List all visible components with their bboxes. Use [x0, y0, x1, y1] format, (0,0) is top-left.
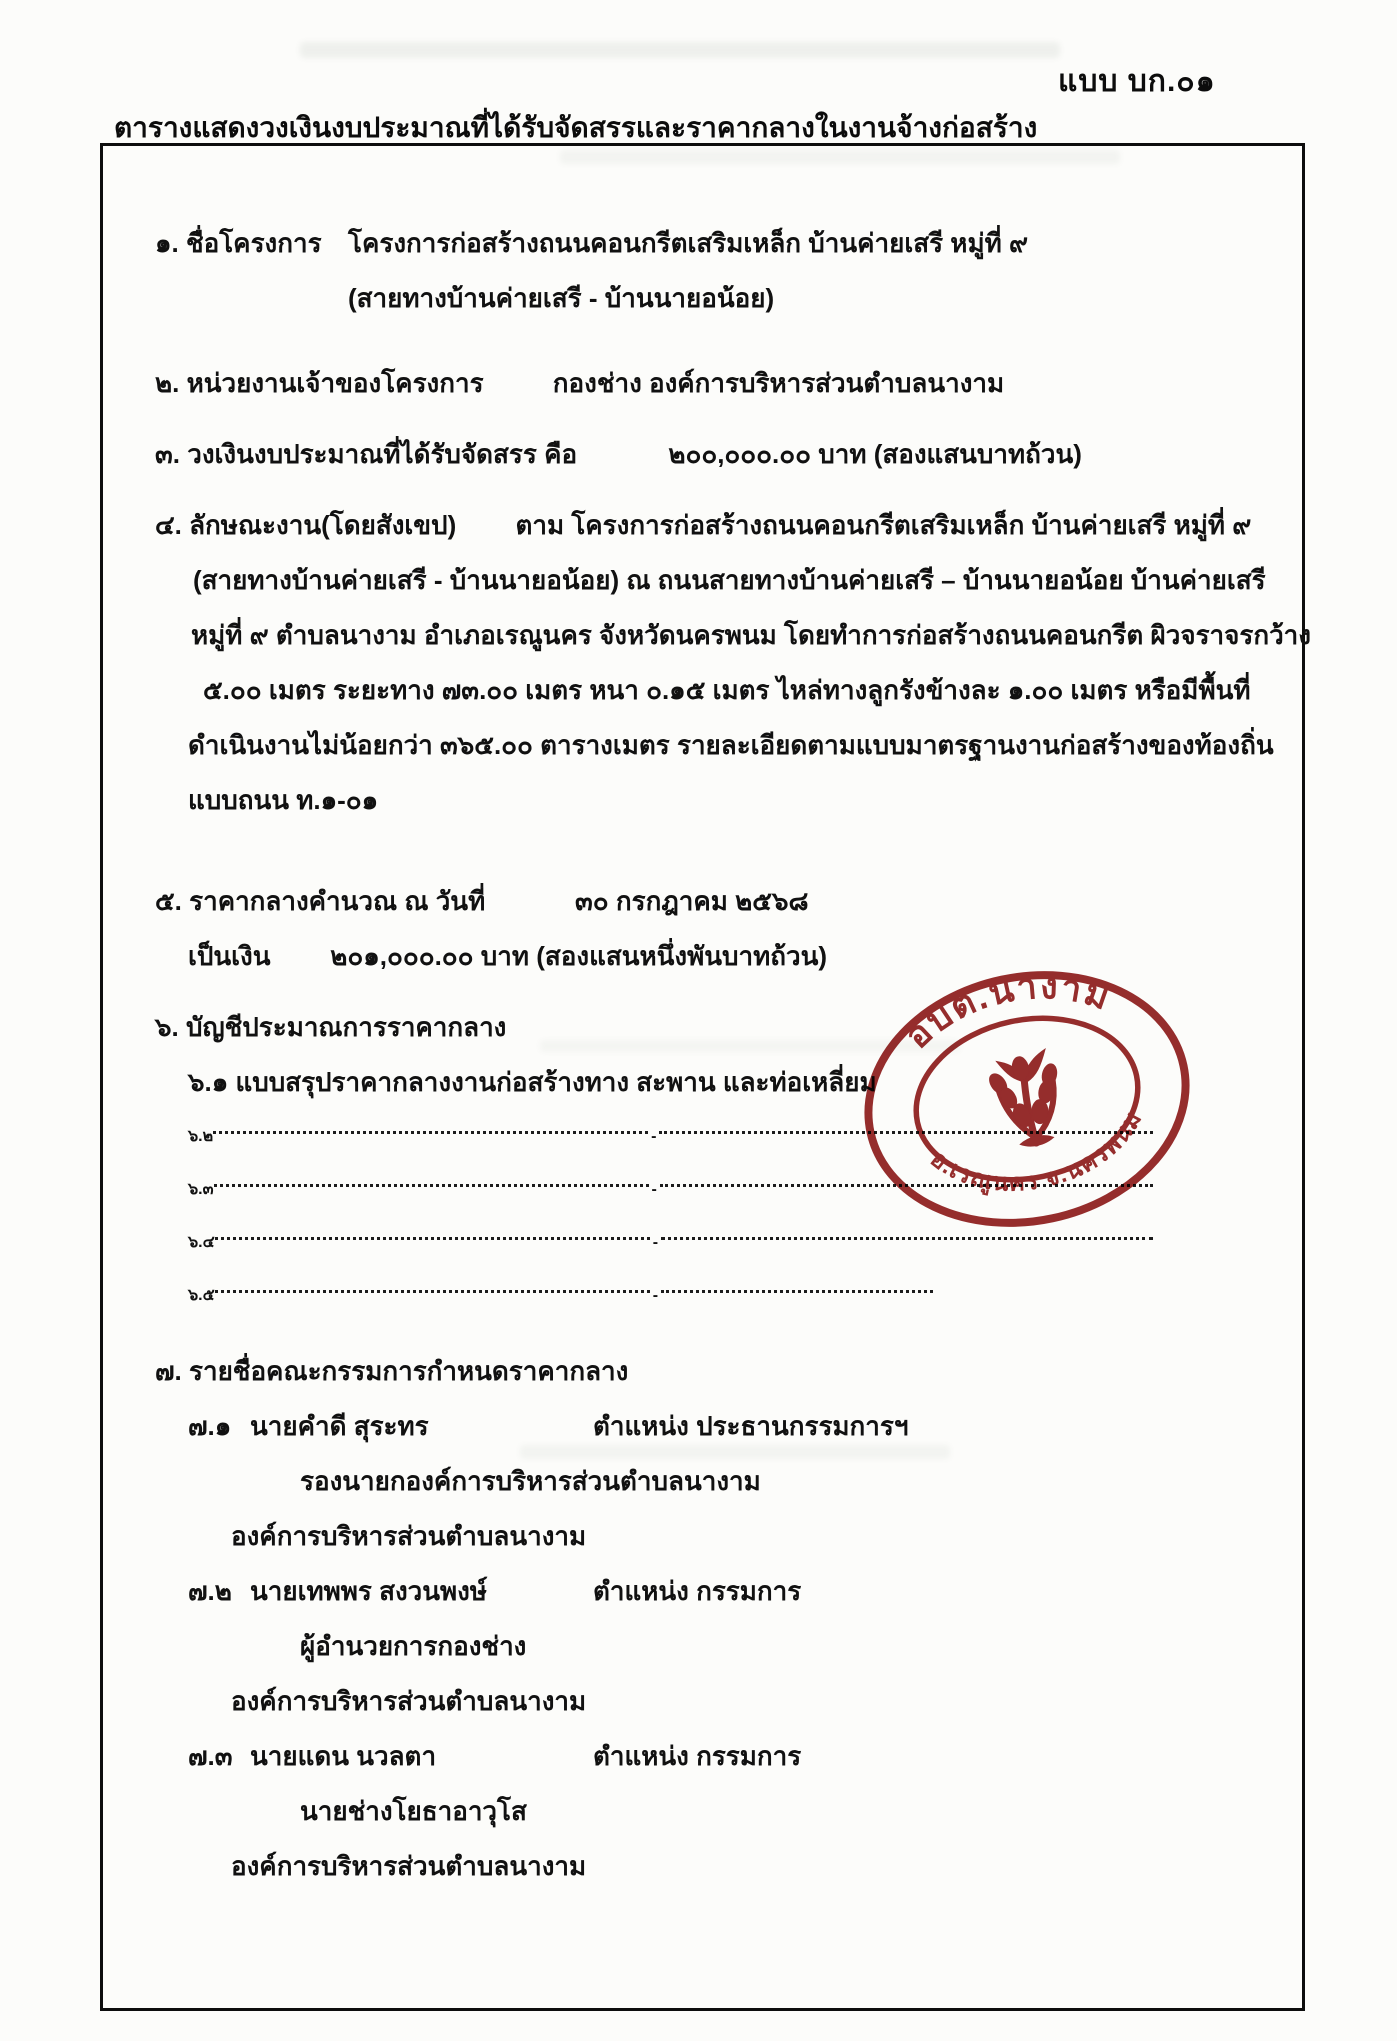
work-description-line-4: ๕.๐๐ เมตร ระยะทาง ๗๓.๐๐ เมตร หนา ๐.๑๕ เมตร ไหล่ทางลูกรังข้างละ ๑.๐๐ เมตร หรือมีพื้นที่	[203, 675, 1251, 705]
estimate-doc-item-1: ๖.๑ แบบสรุปราคากลางงานก่อสร้างทาง สะพาน และท่อเหลี่ยม	[188, 1067, 877, 1097]
section-5-row	[155, 874, 1254, 929]
section-4-label: ๔. ลักษณะงาน(โดยสังเขป)	[155, 510, 457, 540]
section-7-label: ๗. รายชื่อคณะกรรมการกำหนดราคากลาง	[155, 1356, 629, 1386]
estimate-doc-item-blank	[188, 1269, 933, 1322]
member-name-cell	[188, 1564, 593, 1619]
member-name: นายคำดี สุระทร	[250, 1411, 429, 1441]
member-title-line: ผู้อำนวยการกองช่าง	[300, 1631, 527, 1661]
project-name: โครงการก่อสร้างถนนคอนกรีตเสริมเหล็ก บ้านค่ายเสรี หมู่ที่ ๙	[348, 228, 1028, 258]
member-number: ๗.๑	[188, 1411, 232, 1441]
estimate-doc-item-blank	[188, 1163, 1153, 1216]
page-title: ตารางแสดงวงเงินงบประมาณที่ได้รับจัดสรรและราคากลางในงานจ้างก่อสร้าง	[114, 112, 1038, 143]
section-2-row	[155, 356, 1254, 411]
estimate-doc-item-blank	[188, 1110, 1153, 1163]
dotted-leader	[659, 1131, 1153, 1134]
dash-placeholder: -	[651, 1181, 657, 1198]
item-number: ๖.๓	[188, 1181, 214, 1198]
member-name-cell	[188, 1399, 593, 1454]
dotted-leader	[215, 1237, 650, 1240]
section-1-label: ๑. ชื่อโครงการ	[155, 228, 322, 258]
standard-drawing-ref: แบบถนน ท.๑-๐๑	[188, 785, 379, 815]
member-org-line: องค์การบริหารส่วนตำบลนางาม	[231, 1851, 587, 1881]
dotted-leader	[660, 1184, 1153, 1187]
amount-label: เป็นเงิน	[188, 941, 271, 971]
stamp-bottom-text: อ.เรณูนคร จ.นครพนม	[925, 1106, 1148, 1197]
item-number: ๖.๔	[188, 1234, 215, 1251]
member-name-cell	[188, 1729, 593, 1784]
owner-agency: กองช่าง องค์การบริหารส่วนตำบลนางาม	[552, 368, 1005, 398]
stamp-top-text: อบต.นางาม	[896, 965, 1117, 1057]
committee-member-row	[188, 1729, 1254, 1784]
form-border-box	[100, 143, 1311, 2011]
dotted-leader	[215, 1290, 650, 1293]
section-1-row	[155, 216, 1254, 271]
median-price-date: ๓๐ กรกฎาคม ๒๕๖๘	[575, 886, 809, 916]
work-description-line-3: หมู่ที่ ๙ ตำบลนางาม อำเภอเรณูนคร จังหวัดนครพนม โดยทำการก่อสร้างถนนคอนกรีต ผิวจราจรกว้าง	[191, 620, 1311, 650]
dash-placeholder: -	[652, 1234, 659, 1251]
dotted-leader	[661, 1290, 933, 1293]
project-name-line-2: (สายทางบ้านค่ายเสรี - บ้านนายอน้อย)	[348, 283, 775, 313]
form-code: แบบ บก.๐๑	[1058, 65, 1216, 98]
work-description-line-5: ดำเนินงานไม่น้อยกว่า ๓๖๕.๐๐ ตารางเมตร รายละเอียดตามแบบมาตรฐานงานก่อสร้างของท้องถิ่น	[188, 730, 1274, 760]
member-position: ตำแหน่ง ประธานกรรมการฯ	[593, 1411, 909, 1441]
committee-member-row	[188, 1399, 1254, 1454]
member-title-line: นายช่างโยธาอาวุโส	[300, 1796, 527, 1826]
member-org-line: องค์การบริหารส่วนตำบลนางาม	[231, 1521, 587, 1551]
dotted-leader	[661, 1237, 1153, 1240]
median-price-amount-row	[188, 929, 1254, 984]
dash-placeholder: -	[651, 1128, 657, 1145]
member-name: นายแดน นวลตา	[250, 1741, 437, 1771]
form-content	[103, 146, 1311, 1894]
estimate-doc-item-blank	[188, 1216, 1153, 1269]
section-2-label: ๒. หน่วยงานเจ้าของโครงการ	[155, 368, 484, 398]
section-4-row	[155, 498, 1254, 553]
member-number: ๗.๓	[188, 1741, 233, 1771]
section-3-label: ๓. วงเงินงบประมาณที่ได้รับจัดสรร คือ	[155, 439, 578, 469]
member-position: ตำแหน่ง กรรมการ	[593, 1576, 802, 1606]
member-org-line: องค์การบริหารส่วนตำบลนางาม	[231, 1686, 587, 1716]
work-description-line-1: ตาม โครงการก่อสร้างถนนคอนกรีตเสริมเหล็ก บ้านค่ายเสรี หมู่ที่ ๙	[515, 510, 1252, 540]
member-position: ตำแหน่ง กรรมการ	[593, 1741, 802, 1771]
committee-member-row	[188, 1564, 1254, 1619]
member-title-line: รองนายกองค์การบริหารส่วนตำบลนางาม	[300, 1466, 761, 1496]
dotted-leader	[213, 1131, 648, 1134]
section-3-row	[155, 427, 1254, 482]
member-name: นายเทพพร สงวนพงษ์	[250, 1576, 488, 1606]
item-number: ๖.๒	[188, 1128, 214, 1145]
member-number: ๗.๒	[188, 1576, 232, 1606]
section-6-label: ๖. บัญชีประมาณการราคากลาง	[155, 1012, 507, 1042]
bleed-through-artifact	[300, 42, 1060, 58]
dotted-leader	[214, 1184, 649, 1187]
dash-placeholder: -	[652, 1287, 659, 1304]
median-price-amount: ๒๐๑,๐๐๐.๐๐ บาท (สองแสนหนึ่งพันบาทถ้วน)	[330, 941, 828, 971]
budget-amount: ๒๐๐,๐๐๐.๐๐ บาท (สองแสนบาทถ้วน)	[668, 439, 1082, 469]
section-5-label: ๕. ราคากลางคำนวณ ณ วันที่	[155, 886, 486, 916]
work-description-line-2: (สายทางบ้านค่ายเสรี - บ้านนายอน้อย) ณ ถนนสายทางบ้านค่ายเสรี – บ้านนายอน้อย บ้านค่ายเสรี	[193, 565, 1266, 595]
item-number: ๖.๕	[188, 1287, 215, 1304]
